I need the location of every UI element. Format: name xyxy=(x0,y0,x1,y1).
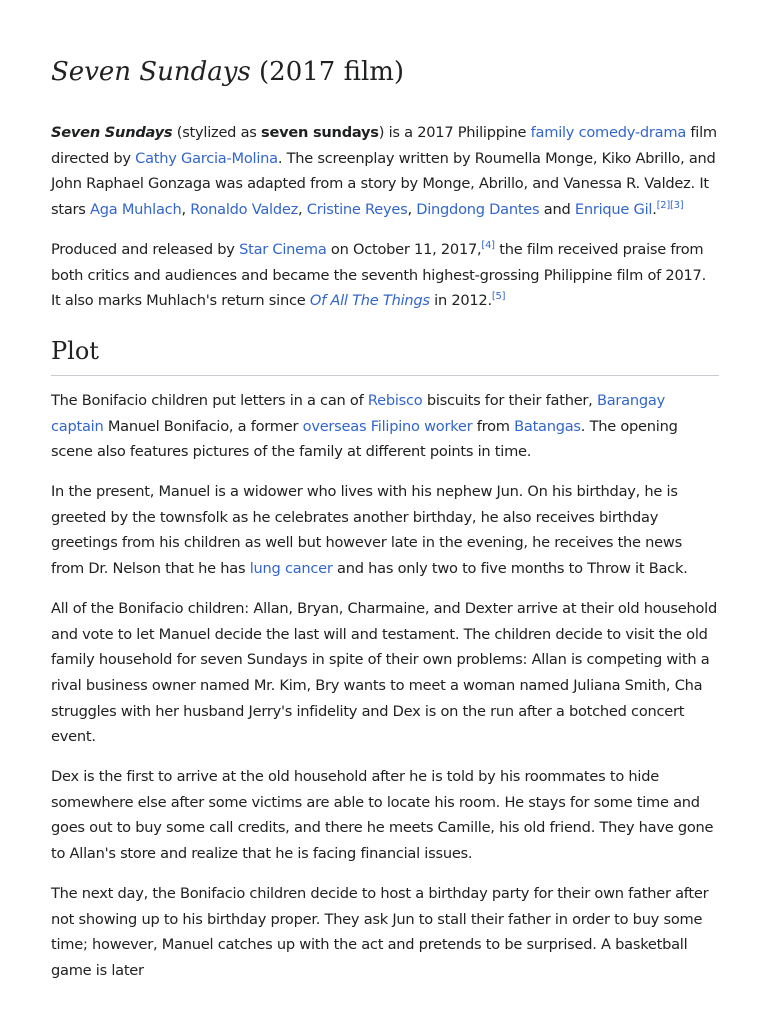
link-family-comedy-drama[interactable]: family comedy-drama xyxy=(530,124,687,141)
text-span: , xyxy=(298,201,307,219)
reference-4[interactable]: [4] xyxy=(481,239,495,251)
text-span: film directed by xyxy=(51,124,717,167)
link-cathy-garcia-molina[interactable]: Cathy Garcia-Molina xyxy=(135,149,278,167)
link-cristine-reyes[interactable]: Cristine Reyes xyxy=(306,201,408,219)
text-span: and xyxy=(539,201,575,219)
text-span: (stylized as xyxy=(172,124,262,141)
text-span: . The opening scene also features pictures of the family at different points in time. xyxy=(51,417,678,461)
text-span: Produced and released by xyxy=(51,240,240,258)
section-heading-plot: Plot xyxy=(51,334,719,376)
text-span: the film received praise from both critics and audiences and became the seventh highest-grossing Philippine film of 2017. It also marks Muhlach's return since xyxy=(51,240,706,310)
text-span: . The screenplay written by Roumella Monge, Kiko Abrillo, and John Raphael Gonzaga was adapted from a story by Monge, Abrillo, and Vanessa R. Valdez. It stars xyxy=(51,149,716,219)
text-span: , xyxy=(407,201,417,219)
text-span: biscuits for their father, xyxy=(422,391,597,409)
text-span: , xyxy=(181,201,191,219)
link-star-cinema[interactable]: Star Cinema xyxy=(239,240,327,258)
title-italic: Seven Sundays xyxy=(51,57,251,87)
page-title xyxy=(51,52,719,92)
text-span: on October 11, 2017, xyxy=(326,240,482,258)
plot-paragraph-3: All of the Bonifacio children: Allan, Bryan, Charmaine, and Dexter arrive at their old household and vote to let Manuel decide the last will and testament. The children decide to visit the old family household for seven Sundays in spite of their own problems: Allan is competing with a rival business owner named Mr. Kim, Bry wants to meet a woman named Juliana Smith, Cha struggles with her husband Jerry's infidelity and Dex is on the run after a botched concert event. xyxy=(51,599,717,746)
link-barangay-captain[interactable]: Barangay captain xyxy=(51,391,665,435)
reference-5[interactable]: [5] xyxy=(491,291,506,303)
intro-paragraph-1 xyxy=(51,120,719,223)
plot-paragraph-4: Dex is the first to arrive at the old household after he is told by his roommates to hide somewhere else after some victims are able to locate his room. He stays for some time and goes out to buy some call credits, and there he meets Camille, his old friend. They have gone to Allan's store and realize that he is facing financial issues. xyxy=(51,768,714,863)
text-span: ) is a 2017 Philippine xyxy=(378,124,531,141)
article-content xyxy=(51,52,719,998)
text-span: in 2012. xyxy=(429,292,492,310)
link-of-all-the-things[interactable]: Of All The Things xyxy=(309,292,430,310)
text-span: In the present, Manuel is a widower who lives with his nephew Jun. On his birthday, he is greeted by the townsfolk as he celebrates another birthday, he also receives birthday greetings from his children as well but however late in the evening, he receives the news from Dr. Nelson that he has xyxy=(51,483,682,578)
bold-title: Seven Sundays xyxy=(51,124,173,141)
link-batangas[interactable]: Batangas xyxy=(514,417,581,435)
text-span: The Bonifacio children put letters in a can of xyxy=(51,391,368,409)
link-overseas-filipino-worker[interactable]: overseas Filipino worker xyxy=(302,417,473,435)
link-dingdong-dantes[interactable]: Dingdong Dantes xyxy=(416,201,540,219)
text-span: . xyxy=(652,201,657,219)
plot-paragraph-1 xyxy=(51,388,719,465)
text-span: from xyxy=(472,417,515,435)
reference-2[interactable]: [2] xyxy=(656,200,671,212)
plot-section xyxy=(51,388,719,984)
link-lung-cancer[interactable]: lung cancer xyxy=(249,560,333,578)
reference-3[interactable]: [3] xyxy=(670,200,684,212)
link-rebisco[interactable]: Rebisco xyxy=(367,391,423,409)
intro-paragraph-2 xyxy=(51,237,719,314)
stylized-title: seven sundays xyxy=(261,124,379,141)
title-rest: (2017 film) xyxy=(250,57,405,87)
link-aga-muhlach[interactable]: Aga Muhlach xyxy=(90,201,182,219)
plot-paragraph-5: The next day, the Bonifacio children decide to host a birthday party for their own father after not showing up to his birthday proper. They ask Jun to stall their father in order to buy some time; however, Manuel catches up with the act and pretends to be surprised. A basketball game is later xyxy=(51,884,709,979)
link-ronaldo-valdez[interactable]: Ronaldo Valdez xyxy=(190,201,298,219)
text-span: Manuel Bonifacio, a former xyxy=(103,417,303,435)
plot-paragraph-2 xyxy=(51,479,719,582)
text-span: and has only two to five months to Throw it Back. xyxy=(332,560,688,578)
link-enrique-gil[interactable]: Enrique Gil xyxy=(574,201,653,219)
